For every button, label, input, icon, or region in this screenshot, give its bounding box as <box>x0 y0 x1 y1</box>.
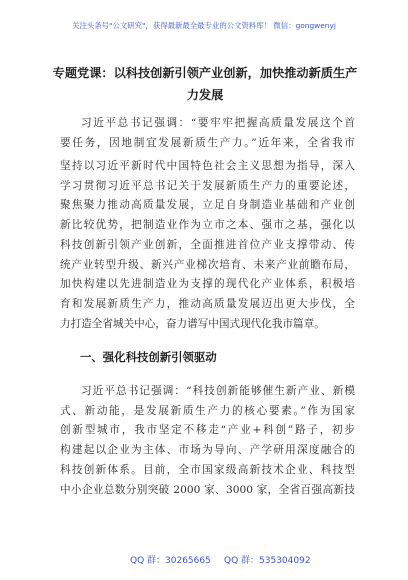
paragraph-line: 习近平总书记强调：“要牢牢把握高质量发展这个首 <box>81 117 355 129</box>
paragraph-line: 习近平总书记强调：“科技创新能够催生新产业、新模 <box>81 385 355 397</box>
paragraph-1 <box>60 114 355 153</box>
paragraph-line: 要任务，因地制宜发展新质生产力。”近年来，全省我市 <box>60 136 355 149</box>
footer-qq-group-1: QQ 群：30265665 <box>130 556 211 566</box>
paragraph-line: 统产业转型升级、新兴产业梯次培育、未来产业前瞻布局， <box>60 258 355 271</box>
title-line-2: 力发展 <box>186 88 224 102</box>
document-title <box>50 62 360 106</box>
paragraph-line: 构建起以企业为主体、市场为导向、产学研用深度融合的 <box>60 444 355 457</box>
header-banner: 关注头条号"公文研究"，获得最新最全最专业的公文资料库！ 微信：gongwenyj <box>72 21 336 30</box>
title-line-1: 专题党课：以科技创新引领产业创新，加快推动新质生产 <box>52 66 358 80</box>
paragraph-line: 加快构建以先进制造业为支撑的现代化产业体系，积极培 <box>60 278 355 291</box>
paragraph-3 <box>60 382 355 500</box>
paragraph-line: 式、新动能，是发展新质生产力的核心要素。”作为国家 <box>60 404 355 417</box>
paragraph-line: 新比较优势，把制造业作为立市之本、强市之基，强化以 <box>60 219 355 232</box>
paragraph-line: 中小企业总数分别突破 2000 家、3000 家，全省百强高新技 <box>60 483 355 496</box>
footer-qq-group-2: QQ 群：535304092 <box>224 556 311 566</box>
paragraph-line: 创新型城市，我市坚定不移走“产业+科创”路子，初步 <box>60 424 355 437</box>
paragraph-line: 聚焦聚力推动高质量发展，立足自身制造业基础和产业创 <box>60 199 355 212</box>
paragraph-line: 学习贯彻习近平总书记关于发展新质生产力的重要论述， <box>60 179 355 192</box>
paragraph-line: 坚持以习近平新时代中国特色社会主义思想为指导，深入 <box>60 160 355 172</box>
paragraph-line: 育和发展新质生产力，推动高质量发展迈出更大步伐，全 <box>60 297 355 310</box>
section-heading: 一、强化科技创新引领驱动 <box>80 350 217 364</box>
paragraph-line: 科技创新引领产业创新，全面推进首位产业支撑带动、传 <box>60 238 355 251</box>
paragraph-2 <box>60 157 355 334</box>
paragraph-line: 力打造全省城关中心，奋力谱写中国式现代化我市篇章。 <box>60 317 325 330</box>
paragraph-line: 科技创新体系。目前，全市国家级高新技术企业、科技型 <box>60 463 355 476</box>
